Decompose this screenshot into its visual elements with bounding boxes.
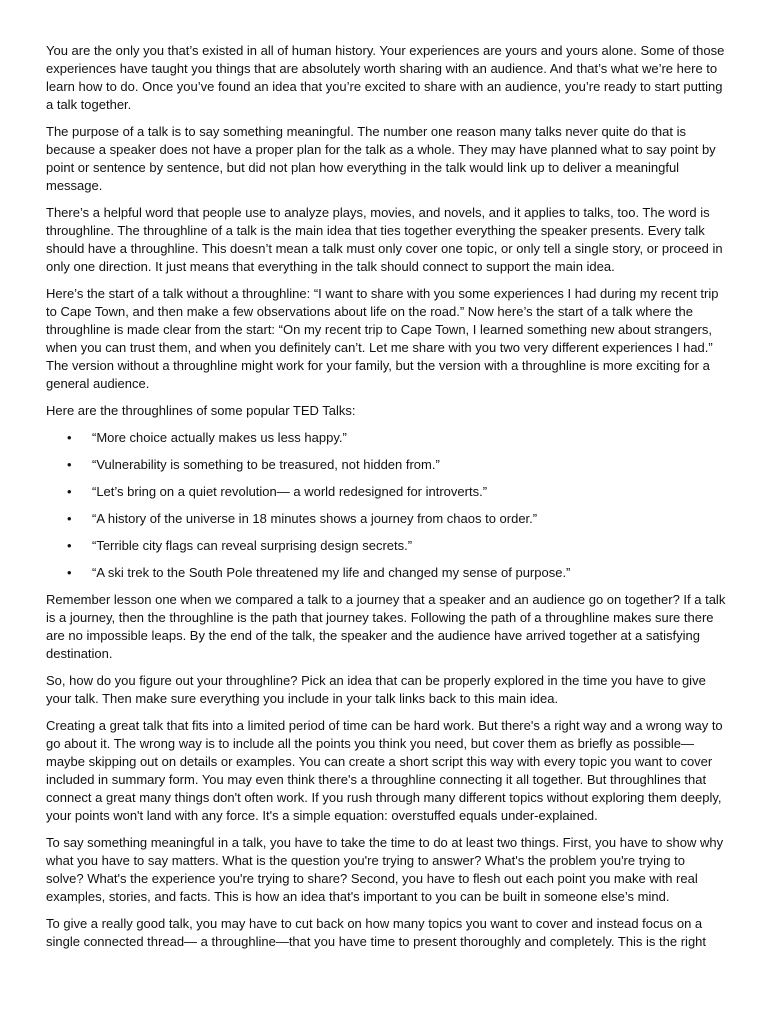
list-item [46, 429, 726, 447]
list-item [46, 537, 726, 555]
body-paragraph-5: To give a really good talk, you may have to cut back on how many topics you want to cover and instead focus on a single connected thread— a throughline—that you have time to present thoroughly and completely. This is the right [46, 916, 707, 949]
throughline-list [46, 429, 726, 582]
body-paragraph-3: Creating a great talk that fits into a limited period of time can be hard work. But there's a right way and a wrong way to go about it. The wrong way is to include all the points you think you need, but cover them as briefly as possible— maybe skipping out on details or examples. You can create a short script this way with every topic you want to cover included in summary form. You may even think there's a throughline connecting it all together. But throughlines that connect a great many things don't often work. If you rush through many different topics without exploring them deeply, your points won't land with any force. It's a simple equation: overstuffed equals under-explained. [46, 718, 723, 823]
bullet-icon: • [67, 430, 72, 445]
list-item-text: “Vulnerability is something to be treasured, not hidden from.” [92, 457, 440, 472]
body-paragraph-2: So, how do you figure out your throughline? Pick an idea that can be properly explored in the time you have to give your talk. Then make sure everything you include in your talk links back to this main idea. [46, 673, 706, 706]
list-item-text: “Terrible city flags can reveal surprising design secrets.” [92, 538, 413, 553]
bullet-icon: • [67, 457, 72, 472]
intro-paragraph-1: You are the only you that’s existed in all of human history. Your experiences are yours and yours alone. Some of those experiences have taught you things that are absolutely worth sharing with an audience. And that’s what we’re here to learn how to do. Once you’ve found an idea that you’re excited to share with an audience, you’re ready to start putting a talk together. [46, 43, 725, 112]
bullet-icon: • [67, 511, 72, 526]
list-item-text: “More choice actually makes us less happy.” [92, 430, 347, 445]
list-item [46, 483, 726, 501]
body-paragraph-4: To say something meaningful in a talk, you have to take the time to do at least two things. First, you have to show why what you have to say matters. What is the question you're trying to answer? What's the problem you're trying to solve? What's the experience you're trying to share? Second, you have to flesh out each point you make with real examples, stories, and facts. This is how an idea that's important to you can be built in someone else’s mind. [46, 835, 724, 904]
body-paragraph-1: Remember lesson one when we compared a talk to a journey that a speaker and an audience go on together? If a talk is a journey, then the throughline is the path that journey takes. Following the path of a throughline makes sure there are no impossible leaps. By the end of the talk, the speaker and the audience have arrived together at a satisfying destination. [46, 592, 726, 661]
document-page [46, 42, 726, 960]
list-item-text: “Let’s bring on a quiet revolution— a world redesigned for introverts.” [92, 484, 488, 499]
bullet-icon: • [67, 484, 72, 499]
list-item [46, 456, 726, 474]
intro-paragraph-3: There’s a helpful word that people use to analyze plays, movies, and novels, and it applies to talks, too. The word is throughline. The throughline of a talk is the main idea that ties together everything the speaker presents. Every talk should have a throughline. This doesn’t mean a talk must only cover one topic, or only tell a single story, or proceed in only one direction. It just means that everything in the talk should connect to support the main idea. [46, 205, 723, 274]
intro-paragraph-2: The purpose of a talk is to say something meaningful. The number one reason many talks never quite do that is because a speaker does not have a proper plan for the talk as a whole. They may have planned what to say point by point or sentence by sentence, but did not plan how everything in the talk would link up to deliver a meaningful message. [46, 124, 716, 193]
list-item [46, 510, 726, 528]
list-item-text: “A history of the universe in 18 minutes shows a journey from chaos to order.” [92, 511, 538, 526]
list-intro-paragraph: Here are the throughlines of some popular TED Talks: [46, 403, 356, 418]
list-item-text: “A ski trek to the South Pole threatened my life and changed my sense of purpose.” [92, 565, 571, 580]
bullet-icon: • [67, 565, 72, 580]
list-item [46, 564, 726, 582]
bullet-icon: • [67, 538, 72, 553]
intro-paragraph-4: Here’s the start of a talk without a throughline: “I want to share with you some experiences I had during my recent trip to Cape Town, and then make a few observations about life on the road.” Now here’s the start of a talk where the throughline is made clear from the start: “On my recent trip to Cape Town, I learned something new about strangers, when you can trust them, and when you definitely can’t. Let me share with you two very different experiences I had.” The version without a throughline might work for your family, but the version with a throughline is more exciting for a general audience. [46, 286, 719, 391]
